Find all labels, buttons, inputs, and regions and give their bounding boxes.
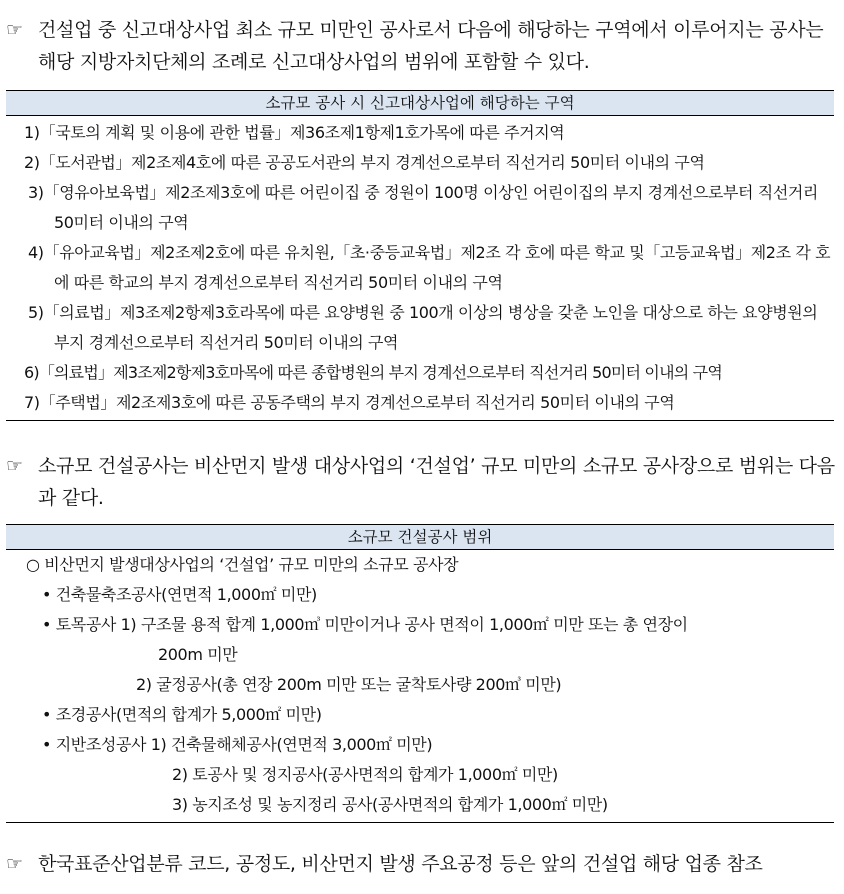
- list-item: 6)「의료법」제3조제2항제3호마목에 따른 종합병원의 부지 경계선으로부터 직선거리 50미터 이내의 구역: [24, 363, 722, 382]
- list-item: 2) 굴정공사(총 연장 200m 미만 또는 굴착토사량 200㎥ 미만): [136, 675, 562, 694]
- paragraph-text: 건설업 중 신고대상사업 최소 규모 미만인 공사로서 다음에 해당하는 구역에서 이루어지는 공사는 해당 지방자치단체의 조례로 신고대상사업의 범위에 포함할 수 있다.: [38, 19, 824, 73]
- list-item: 2) 토공사 및 정지공사(공사면적의 합계가 1,000㎡ 미만): [172, 765, 558, 784]
- pointing-hand-icon: ☞: [6, 19, 23, 41]
- pointing-hand-icon: ☞: [6, 455, 23, 477]
- scope-table-title: 소규모 건설공사 범위: [6, 524, 834, 550]
- small-construction-scope-table: [6, 524, 834, 823]
- list-item: • 조경공사(면적의 합계가 5,000㎡ 미만): [42, 705, 322, 724]
- zone-table-title: 소규모 공사 시 신고대상사업에 해당하는 구역: [6, 90, 834, 116]
- list-item: • 건축물축조공사(연면적 1,000㎡ 미만): [42, 585, 317, 604]
- list-item: 3) 농지조성 및 농지정리 공사(공사면적의 합계가 1,000㎡ 미만): [172, 795, 608, 814]
- intro-paragraph-2: [0, 450, 840, 514]
- list-item: 2)「도서관법」제2조제4호에 따른 공공도서관의 부지 경계선으로부터 직선거리 50미터 이내의 구역: [24, 153, 705, 172]
- paragraph-text: 한국표준산업분류 코드, 공정도, 비산먼지 발생 주요공정 등은 앞의 건설업 해당 업종 참조: [38, 853, 763, 875]
- pointing-hand-icon: ☞: [6, 853, 23, 875]
- zone-table: [6, 90, 834, 421]
- list-item: 1)「국토의 계획 및 이용에 관한 법률」제36조제1항제1호가목에 따른 주거지역: [24, 123, 565, 142]
- list-item: 3)「영유아보육법」제2조제3호에 따른 어린이집 중 정원이 100명 이상인 어린이집의 부지 경계선으로부터 직선거리 50미터 이내의 구역: [28, 183, 818, 232]
- paragraph-text: 소규모 건설공사는 비산먼지 발생 대상사업의 ‘건설업’ 규모 미만의 소규모 공사장으로 범위는 다음과 같다.: [38, 455, 835, 509]
- list-item: 5)「의료법」제3조제2항제3호라목에 따른 요양병원 중 100개 이상의 병상을 갖춘 노인을 대상으로 하는 요양병원의 부지 경계선으로부터 직선거리 50미터 이내의 구역: [28, 303, 818, 352]
- scope-intro: ○ 비산먼지 발생대상사업의 ‘건설업’ 규모 미만의 소규모 공사장: [26, 555, 459, 574]
- zone-table-body: [6, 116, 834, 421]
- scope-table-body: [6, 550, 834, 823]
- list-item: • 지반조성공사 1) 건축물해체공사(연면적 3,000㎡ 미만): [42, 735, 433, 754]
- list-item: 7)「주택법」제2조제3호에 따른 공동주택의 부지 경계선으로부터 직선거리 50미터 이내의 구역: [24, 393, 675, 412]
- reference-note: [0, 848, 840, 880]
- list-item-continuation: 200m 미만: [158, 645, 238, 664]
- list-item: 4)「유아교육법」제2조제2호에 따른 유치원,「초·중등교육법」제2조 각 호에 따른 학교 및「고등교육법」제2조 각 호에 따른 학교의 부지 경계선으로부터 직선거리 50미터 이내의 구역: [28, 243, 831, 292]
- intro-paragraph-1: [0, 14, 840, 78]
- list-item: • 토목공사 1) 구조물 용적 합계 1,000㎥ 미만이거나 공사 면적이 1,000㎡ 미만 또는 총 연장이: [42, 615, 688, 634]
